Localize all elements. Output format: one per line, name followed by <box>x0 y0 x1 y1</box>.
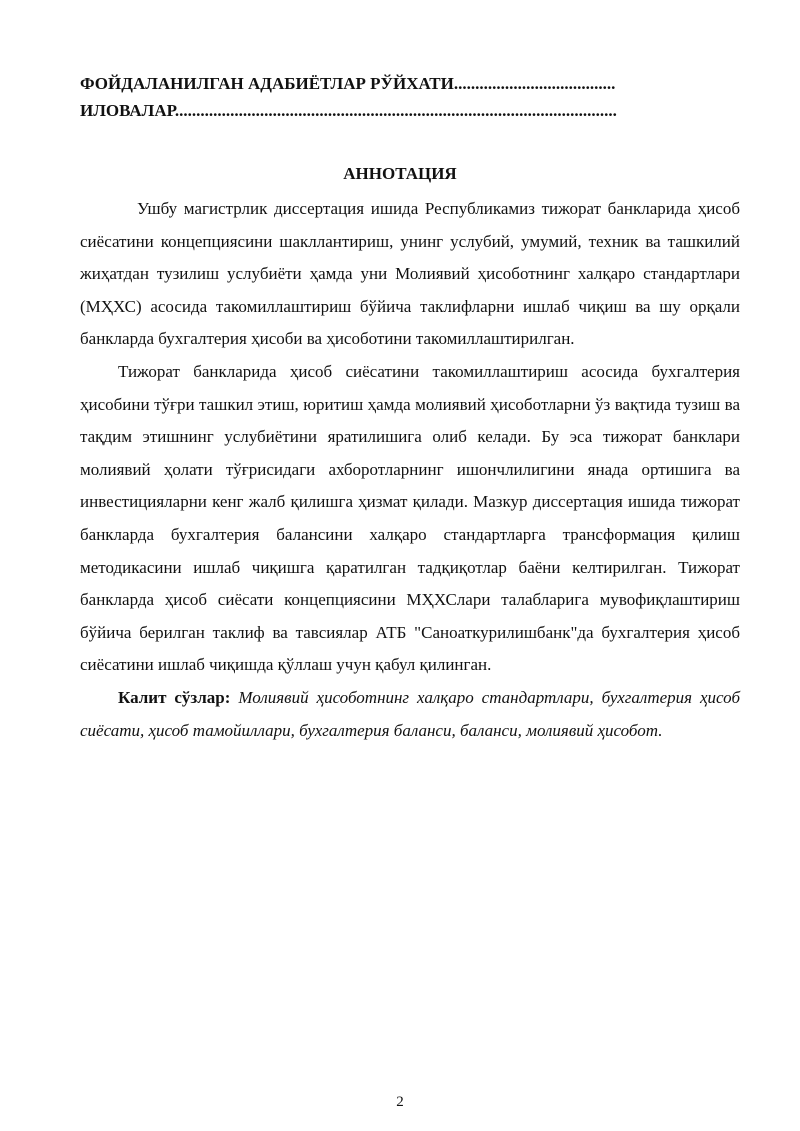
toc-entry-references: ФОЙДАЛАНИЛГАН АДАБИЁТЛАР РЎЙХАТИ...................................... <box>80 74 616 93</box>
annotation-paragraph-2: Тижорат банкларида ҳисоб сиёсатини такомиллаштириш асосида бухгалтерия ҳисобини тўғри ташкил этиш, юритиш ҳамда молиявий ҳисоботларни ўз вақтида тузиш ва тақдим этишнинг услубиётини яратилишига олиб келади. Бу эса тижорат банклари молиявий ҳолати тўғрисидаги ахборотларнинг ишончлилигини янада ортишига ва инвестицияларни кенг жалб қилишга ҳизмат қилади. Мазкур диссертация ишида тижорат банкларда бухгалтерия балансини халқаро стандартларга трансформация қилиш методикасини ишлаб чиқишга қаратилган тадқиқотлар баёни келтирилган. Тижорат банкларда ҳисоб сиёсати концепциясини МҲХСлари талабларига мувофиқлаштириш бўйича берилган таклиф ва тавсиялар АТБ "Саноаткурилишбанк"да бухгалтерия ҳисоб сиёсатини ишлаб чиқишда қўллаш учун қабул қилинган. <box>80 361 740 675</box>
annotation-paragraph-1: Ушбу магистрлик диссертация ишида Республикамиз тижорат банкларида ҳисоб сиёсатини концепциясини шакллантириш, унинг услубий, умумий, техник ва ташкилий жиҳатдан тузилиш услубиёти ҳамда уни Молиявий ҳисоботнинг халқаро стандартлари (МҲХС) асосида такомиллаштириш бўйича таклифларни ишлаб чиқиш ва шу орқали банкларда бухгалтерия ҳисоби ва ҳисоботини такомиллаштирилган. <box>80 199 740 349</box>
annotation-body <box>80 193 740 747</box>
page-number: 2 <box>396 1094 404 1110</box>
keywords-text: Молиявий ҳисоботнинг халқаро стандартлари, бухгалтерия ҳисоб сиёсати, ҳисоб тамойиллари, бухгалтерия баланси, баланси, молиявий ҳисобот. <box>80 687 740 740</box>
keywords-paragraph <box>80 682 740 747</box>
keywords-label: Калит сўзлар: <box>118 687 231 707</box>
annotation-heading: АННОТАЦИЯ <box>343 164 457 183</box>
toc-entry-appendices: ИЛОВАЛАР........................................................................................................ <box>80 101 617 120</box>
table-of-contents <box>80 70 700 124</box>
